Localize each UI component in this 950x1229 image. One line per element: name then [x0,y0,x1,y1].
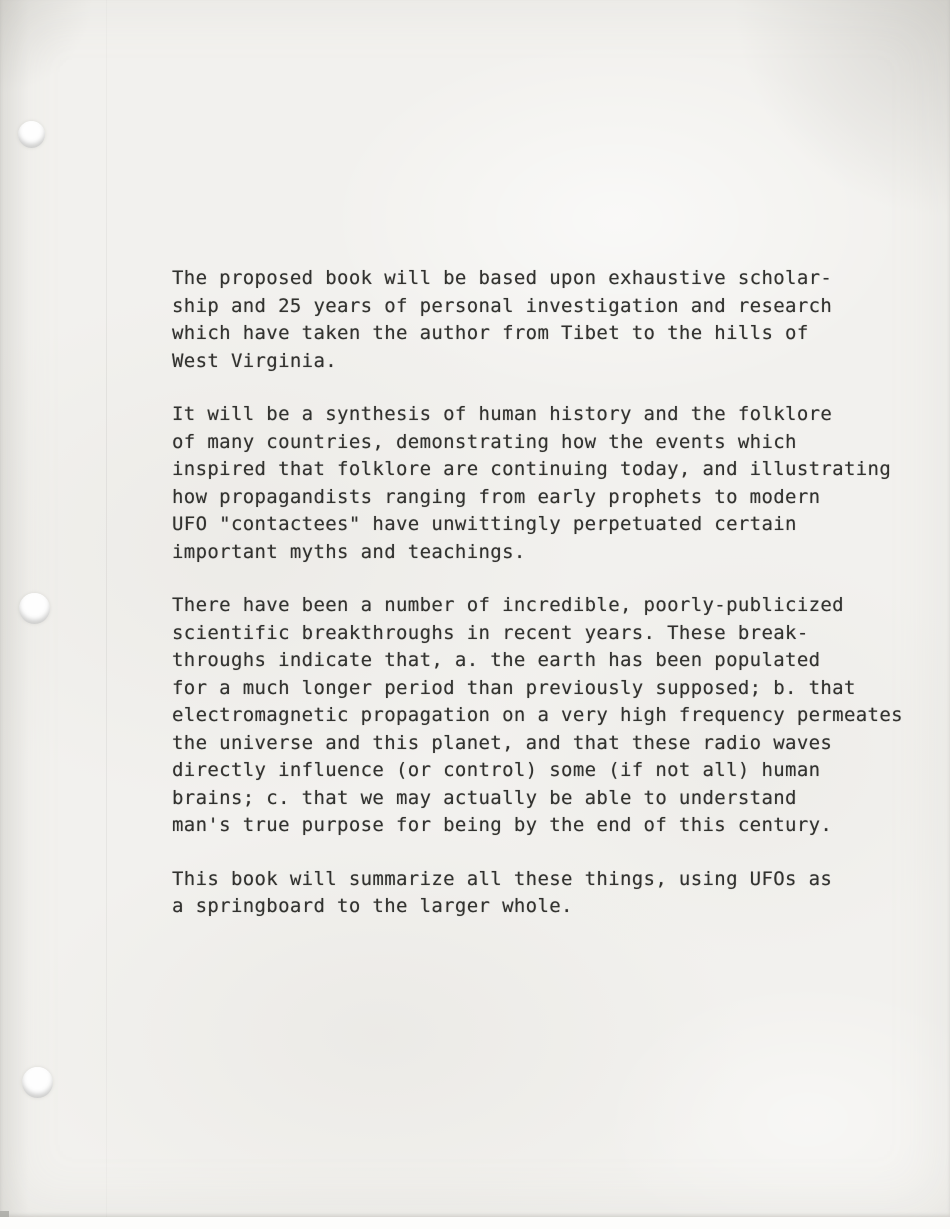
paragraph [172,592,932,840]
text-line: man's true purpose for being by the end of this century. [172,814,833,836]
text-line: The proposed book will be based upon exhaustive scholar- [172,267,833,289]
text-line: for a much longer period than previously supposed; b. that [172,676,856,699]
paragraph [172,866,932,921]
text-line: brains; c. that we may actually be able to understand [172,786,797,809]
text-line: which have taken the author from Tibet to the hills of [172,322,809,344]
text-line: ship and 25 years of personal investigation and research [172,294,833,317]
text-line: directly influence (or control) some (if not all) human [172,759,821,781]
text-line: inspired that folklore are continuing today, and illustrating [172,458,892,480]
text-line: electromagnetic propagation on a very high frequency permeates [172,704,903,726]
paragraph [172,265,932,375]
text-line: how propagandists ranging from early prophets to modern [172,485,821,508]
text-line: It will be a synthesis of human history and the folklore [172,403,833,425]
text-line: This book will summarize all these things, using UFOs as [172,867,833,890]
scanner-background-strip [0,1217,950,1229]
text-line: the universe and this planet, and that these radio waves [172,731,833,754]
text-line: a springboard to the larger whole. [172,895,573,917]
paragraph [172,401,932,566]
punch-hole-top [18,121,45,148]
text-line: important myths and teachings. [172,540,526,563]
text-line: of many countries, demonstrating how the events which [172,430,797,453]
typewritten-text [172,265,932,947]
text-line: scientific breakthroughs in recent years. These break- [172,621,809,644]
text-line: West Virginia. [172,349,338,372]
punch-hole-bottom [22,1067,53,1098]
paper-crease-line [106,0,107,1217]
text-line: UFO "contactees" have unwittingly perpetuated certain [172,513,797,535]
text-line: There have been a number of incredible, poorly-publicized [172,594,844,616]
punch-hole-middle [19,593,50,624]
text-line: throughs indicate that, a. the earth has been populated [172,649,821,671]
